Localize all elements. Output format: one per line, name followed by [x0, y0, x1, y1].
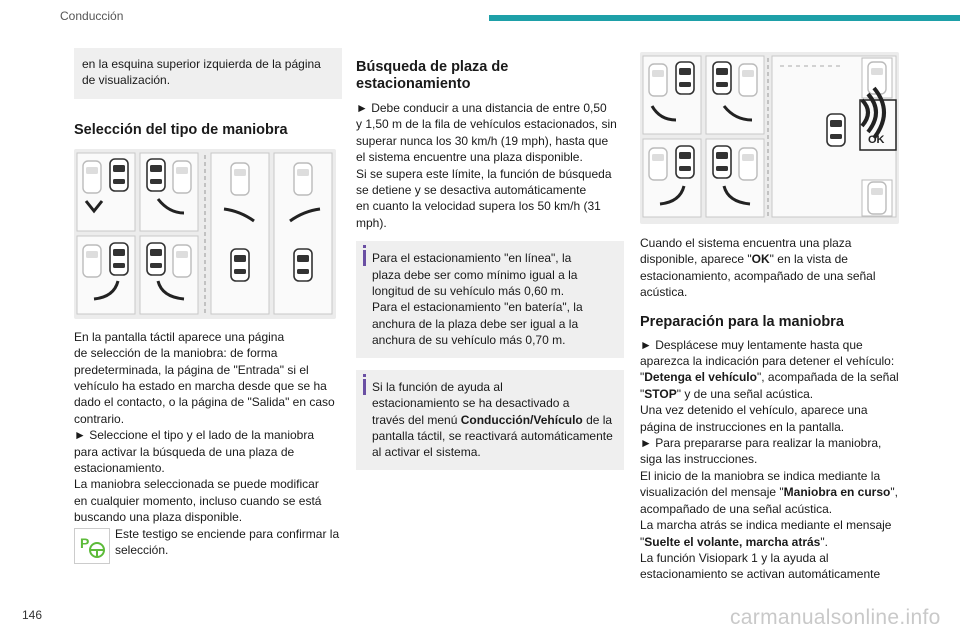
- column-1: [74, 48, 342, 560]
- col2-paragraph: ► Debe conducir a una distancia de entre 0,50 y 1,50 m de la fila de vehículos estacionados, sin superar nunca los 30 km/h (19 mph), hasta que el sistema encuentre una plaza disponible. Si se supera este límite, la función de búsqueda se detiene y se desactiva automáticamente en cuanto la velocidad supera los 50 km/h (31 mph).: [356, 101, 617, 230]
- note-2-text-part: de la pantalla táctil, se reactivará automáticamente al activar el sistema.: [372, 412, 613, 460]
- menu-separator: /: [530, 412, 534, 427]
- col3-text-part: Cuando el sistema encuentra una plaza disponible, aparece ": [640, 236, 852, 267]
- note-1-text: Para el estacionamiento "en línea", la plaza debe ser como mínimo igual a la longitud de su vehículo más 0,60 m. Para el estacionamiento "en batería", la anchura de la plaza debe ser igual a la anchura de su vehículo más 0,70 m.: [372, 251, 583, 348]
- svg-text:P: P: [80, 534, 90, 551]
- message-release-wheel: Suelte el volante, marcha atrás: [644, 534, 821, 549]
- watermark: carmanualsonline.info: [730, 606, 941, 629]
- space-search-illustration: [640, 52, 899, 224]
- heading-space-search: Búsqueda de plaza de estacionamiento: [356, 59, 509, 92]
- col3-paragraph-1: [640, 235, 908, 301]
- intro-note-box: [74, 48, 342, 99]
- heading-maneuver-type: Selección del tipo de maniobra: [74, 121, 288, 138]
- col3-paragraph-2: [640, 337, 908, 583]
- col3-text-part: ► Desplácese muy lentamente hasta que aparezca la indicación para detener el vehículo: ": [640, 337, 895, 385]
- park-assist-indicator-icon: [74, 528, 110, 564]
- menu-conduccion: Conducción: [460, 412, 531, 427]
- info-note-icon: [363, 379, 366, 395]
- info-note-icon: [363, 250, 366, 266]
- message-stop: STOP: [644, 386, 677, 401]
- note-2-text: [372, 379, 616, 461]
- ok-label: OK: [751, 252, 770, 267]
- col3-text-part: ". La función Visiopark 1 y la ayuda al estacionamiento se activan automáticamente: [640, 534, 881, 582]
- heading-maneuver-preparation: Preparación para la maniobra: [640, 313, 844, 330]
- menu-vehiculo: Vehículo: [533, 412, 583, 427]
- note-box-2: [356, 370, 624, 470]
- message-maneuver-in-progress: Maniobra en curso: [783, 485, 891, 500]
- maneuver-selection-figure: [74, 149, 336, 319]
- indicator-text: Este testigo se enciende para confirmar la selección.: [115, 526, 340, 558]
- col3-text-part: ", acompañado de una señal acústica. La marcha atrás se indica mediante el mensaje ": [640, 485, 898, 549]
- space-search-figure: [640, 52, 899, 224]
- header-accent-bar: [489, 15, 960, 21]
- maneuver-selection-illustration: [74, 149, 336, 319]
- intro-note-text: en la esquina superior izquierda de la página de visualización.: [82, 57, 321, 88]
- note-box-1: [356, 241, 624, 357]
- col3-text-part: ", acompañada de la señal ": [640, 370, 899, 401]
- col3-text-part: " y de una señal acústica. Una vez detenido el vehículo, aparece una página de instrucciones en la pantalla. ► Para prepararse para realizar la maniobra, siga las instrucciones. El inicio de la maniobra se indica mediante la visualización del mensaje ": [640, 386, 882, 500]
- column-3: [640, 52, 908, 583]
- page-number: 146: [22, 608, 43, 622]
- col1-paragraph: En la pantalla táctil aparece una página de selección de la maniobra: de forma predeterminada, la página de "Entrada" si el vehículo ha estado en marcha desde que se ha dado el contacto, o la página de "Salida" en caso contrario. ► Seleccione el tipo y el lado de la maniobra para activar la búsqueda de una plaza de estacionamiento. La maniobra seleccionada se puede modificar en cualquier momento, incluso cuando se está buscando una plaza disponible.: [74, 329, 335, 525]
- message-stop-vehicle: Detenga el vehículo: [644, 370, 757, 385]
- header-section-title: Conducción: [60, 9, 124, 23]
- indicator-row: [74, 526, 342, 560]
- note-2-text-part: Si la función de ayuda al estacionamiento se ha desactivado a través del menú: [372, 379, 570, 427]
- column-2: [356, 59, 624, 470]
- col3-text-part: " en la vista de estacionamiento, acompañado de una señal acústica.: [640, 252, 876, 300]
- figure-ok-label: OK: [868, 134, 885, 146]
